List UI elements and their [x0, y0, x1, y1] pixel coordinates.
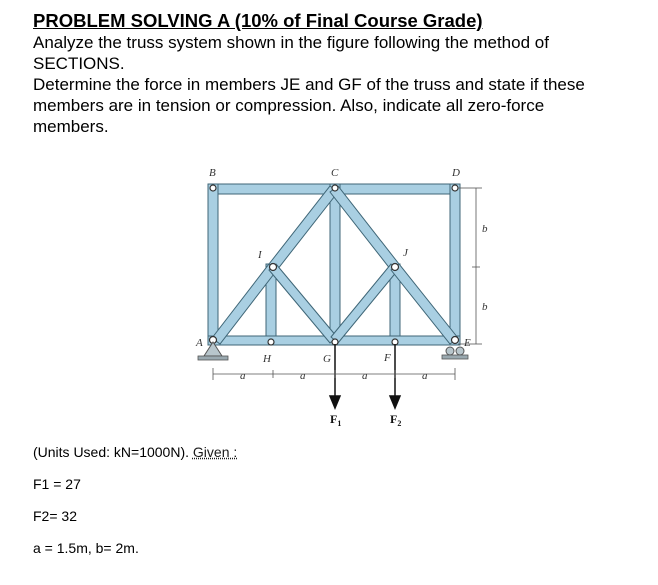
- dim-b-2: b: [482, 301, 488, 313]
- member-de: [450, 184, 460, 344]
- member-jg: [331, 264, 398, 343]
- arrow-f1: [330, 396, 340, 408]
- given-f1: F1 = 27: [33, 476, 81, 492]
- units-text: (Units Used: kN=1000N).: [33, 444, 193, 460]
- pin-c: [332, 185, 338, 191]
- problem-title: PROBLEM SOLVING A (10% of Final Course Grade): [33, 10, 483, 31]
- label-c: C: [331, 167, 339, 179]
- dim-a-3: a: [362, 370, 368, 382]
- problem-line-1: Analyze the truss system shown in the figure following the method of: [33, 33, 549, 52]
- units-line: [33, 443, 237, 461]
- problem-line-4: members are in tension or compression. Also, indicate all zero-force: [33, 96, 545, 115]
- roller-e: [446, 347, 454, 355]
- label-f1: $F_1$: [330, 412, 342, 428]
- label-f2: $F_2$: [390, 412, 402, 428]
- pin-j: [392, 264, 399, 271]
- arrow-f2: [390, 396, 400, 408]
- dim-b-1: b: [482, 223, 488, 235]
- truss-members: [208, 184, 460, 345]
- given-ab: a = 1.5m, b= 2m.: [33, 540, 139, 556]
- support-base-e: [442, 355, 468, 359]
- label-b: B: [209, 167, 216, 179]
- label-d: D: [452, 167, 460, 179]
- member-cg: [330, 184, 340, 344]
- label-i: I: [258, 249, 262, 261]
- label-e: E: [464, 337, 471, 349]
- roller-e-2: [456, 347, 464, 355]
- label-f: F: [384, 352, 391, 364]
- truss-figure: [190, 160, 500, 428]
- problem-line-2: SECTIONS.: [33, 54, 125, 73]
- pin-b: [210, 185, 216, 191]
- member-ig: [269, 264, 337, 343]
- pin-h: [268, 339, 274, 345]
- label-a: A: [196, 337, 203, 349]
- given-section: [33, 443, 237, 571]
- dim-a-1: a: [240, 370, 246, 382]
- given-label: Given :: [192, 444, 238, 460]
- label-g: G: [323, 353, 331, 365]
- given-f2: F2= 32: [33, 508, 77, 524]
- member-ic: [269, 186, 338, 270]
- problem-line-5: members.: [33, 117, 109, 136]
- problem-line-3: Determine the force in members JE and GF of the truss and state if these: [33, 75, 585, 94]
- pin-d: [452, 185, 458, 191]
- label-h: H: [263, 353, 271, 365]
- pin-e: [452, 337, 459, 344]
- member-je: [391, 264, 458, 344]
- label-j: J: [403, 247, 408, 259]
- problem-statement: [33, 10, 648, 137]
- pin-i: [270, 264, 277, 271]
- support-base-a: [198, 356, 228, 360]
- load-labels: [330, 412, 401, 428]
- member-ab: [208, 184, 218, 344]
- dim-a-2: a: [300, 370, 306, 382]
- dim-a-4: a: [422, 370, 428, 382]
